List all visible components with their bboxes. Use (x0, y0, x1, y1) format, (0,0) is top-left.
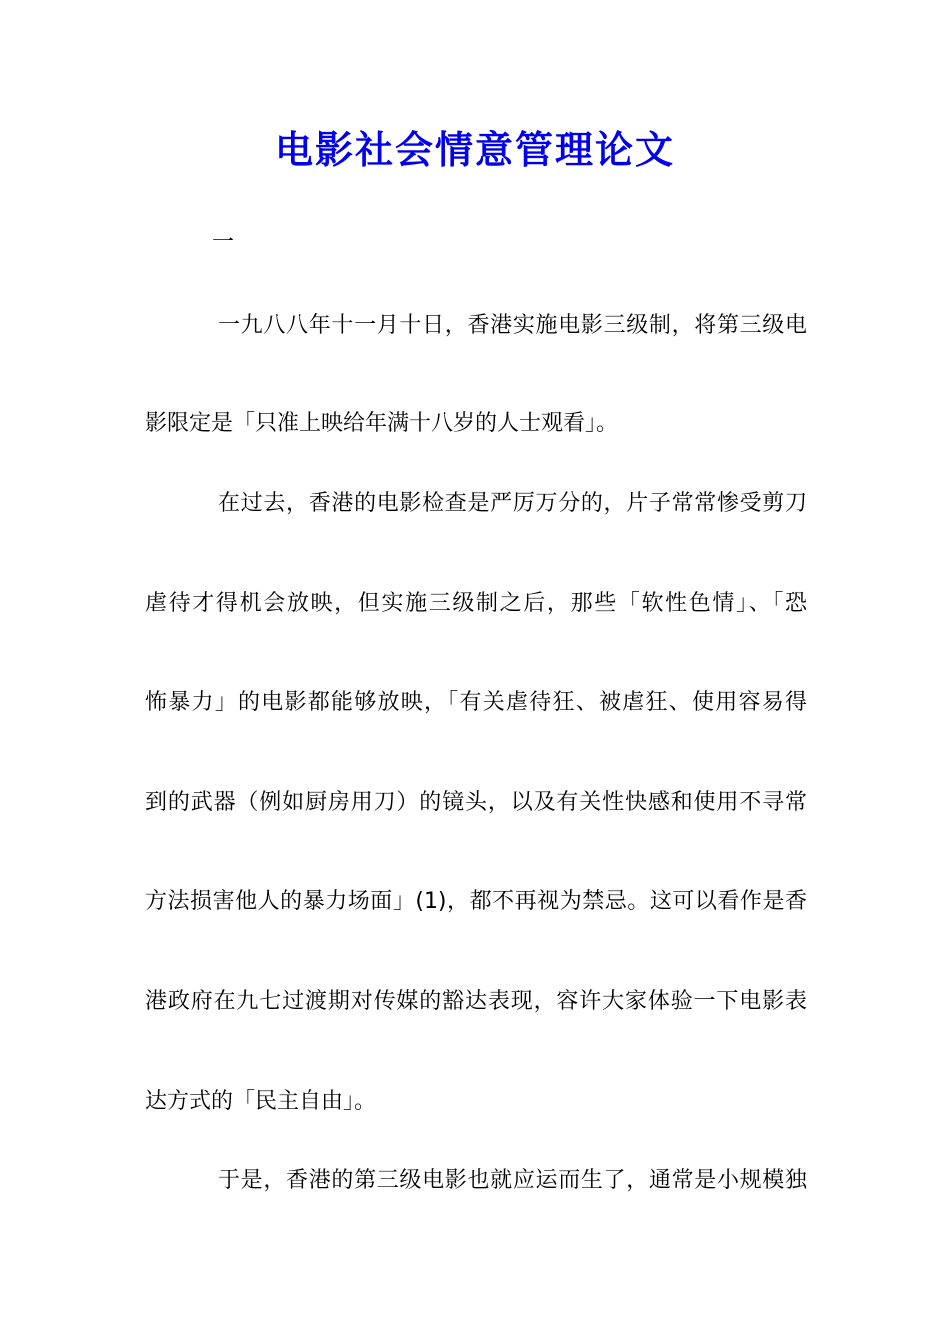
document-title: 电影社会情意管理论文 (274, 128, 675, 172)
paragraph-line: 到的武器（例如厨房用刀）的镜头，以及有关性快感和使用不寻常 (145, 790, 807, 815)
paragraph-line: 一九八八年十一月十日，香港实施电影三级制，将第三级电 (218, 313, 807, 338)
paragraph-line: 达方式的「民主自由」。 (145, 1089, 377, 1114)
paragraph-line: 港政府在九七过渡期对传媒的豁达表现，容许大家体验一下电影表 (145, 989, 807, 1014)
paragraph-line: 影限定是「只准上映给年满十八岁的人士观看」。 (145, 411, 619, 436)
paragraph-line: 虐待才得机会放映，但实施三级制之后，那些「软性色情」、「恐 (145, 591, 807, 616)
paragraph-line: 于是，香港的第三级电影也就应运而生了，通常是小规模独 (218, 1168, 807, 1193)
paragraph-line: 在过去，香港的电影检查是严厉万分的，片子常常惨受剪刀 (218, 491, 807, 516)
paragraph-line: 怖暴力」的电影都能够放映，「有关虐待狂、被虐狂、使用容易得 (145, 690, 807, 715)
paragraph-line: 方法损害他人的暴力场面」(1)，都不再视为禁忌。这可以看作是香 (145, 889, 807, 914)
section-marker: 一 (212, 230, 235, 255)
